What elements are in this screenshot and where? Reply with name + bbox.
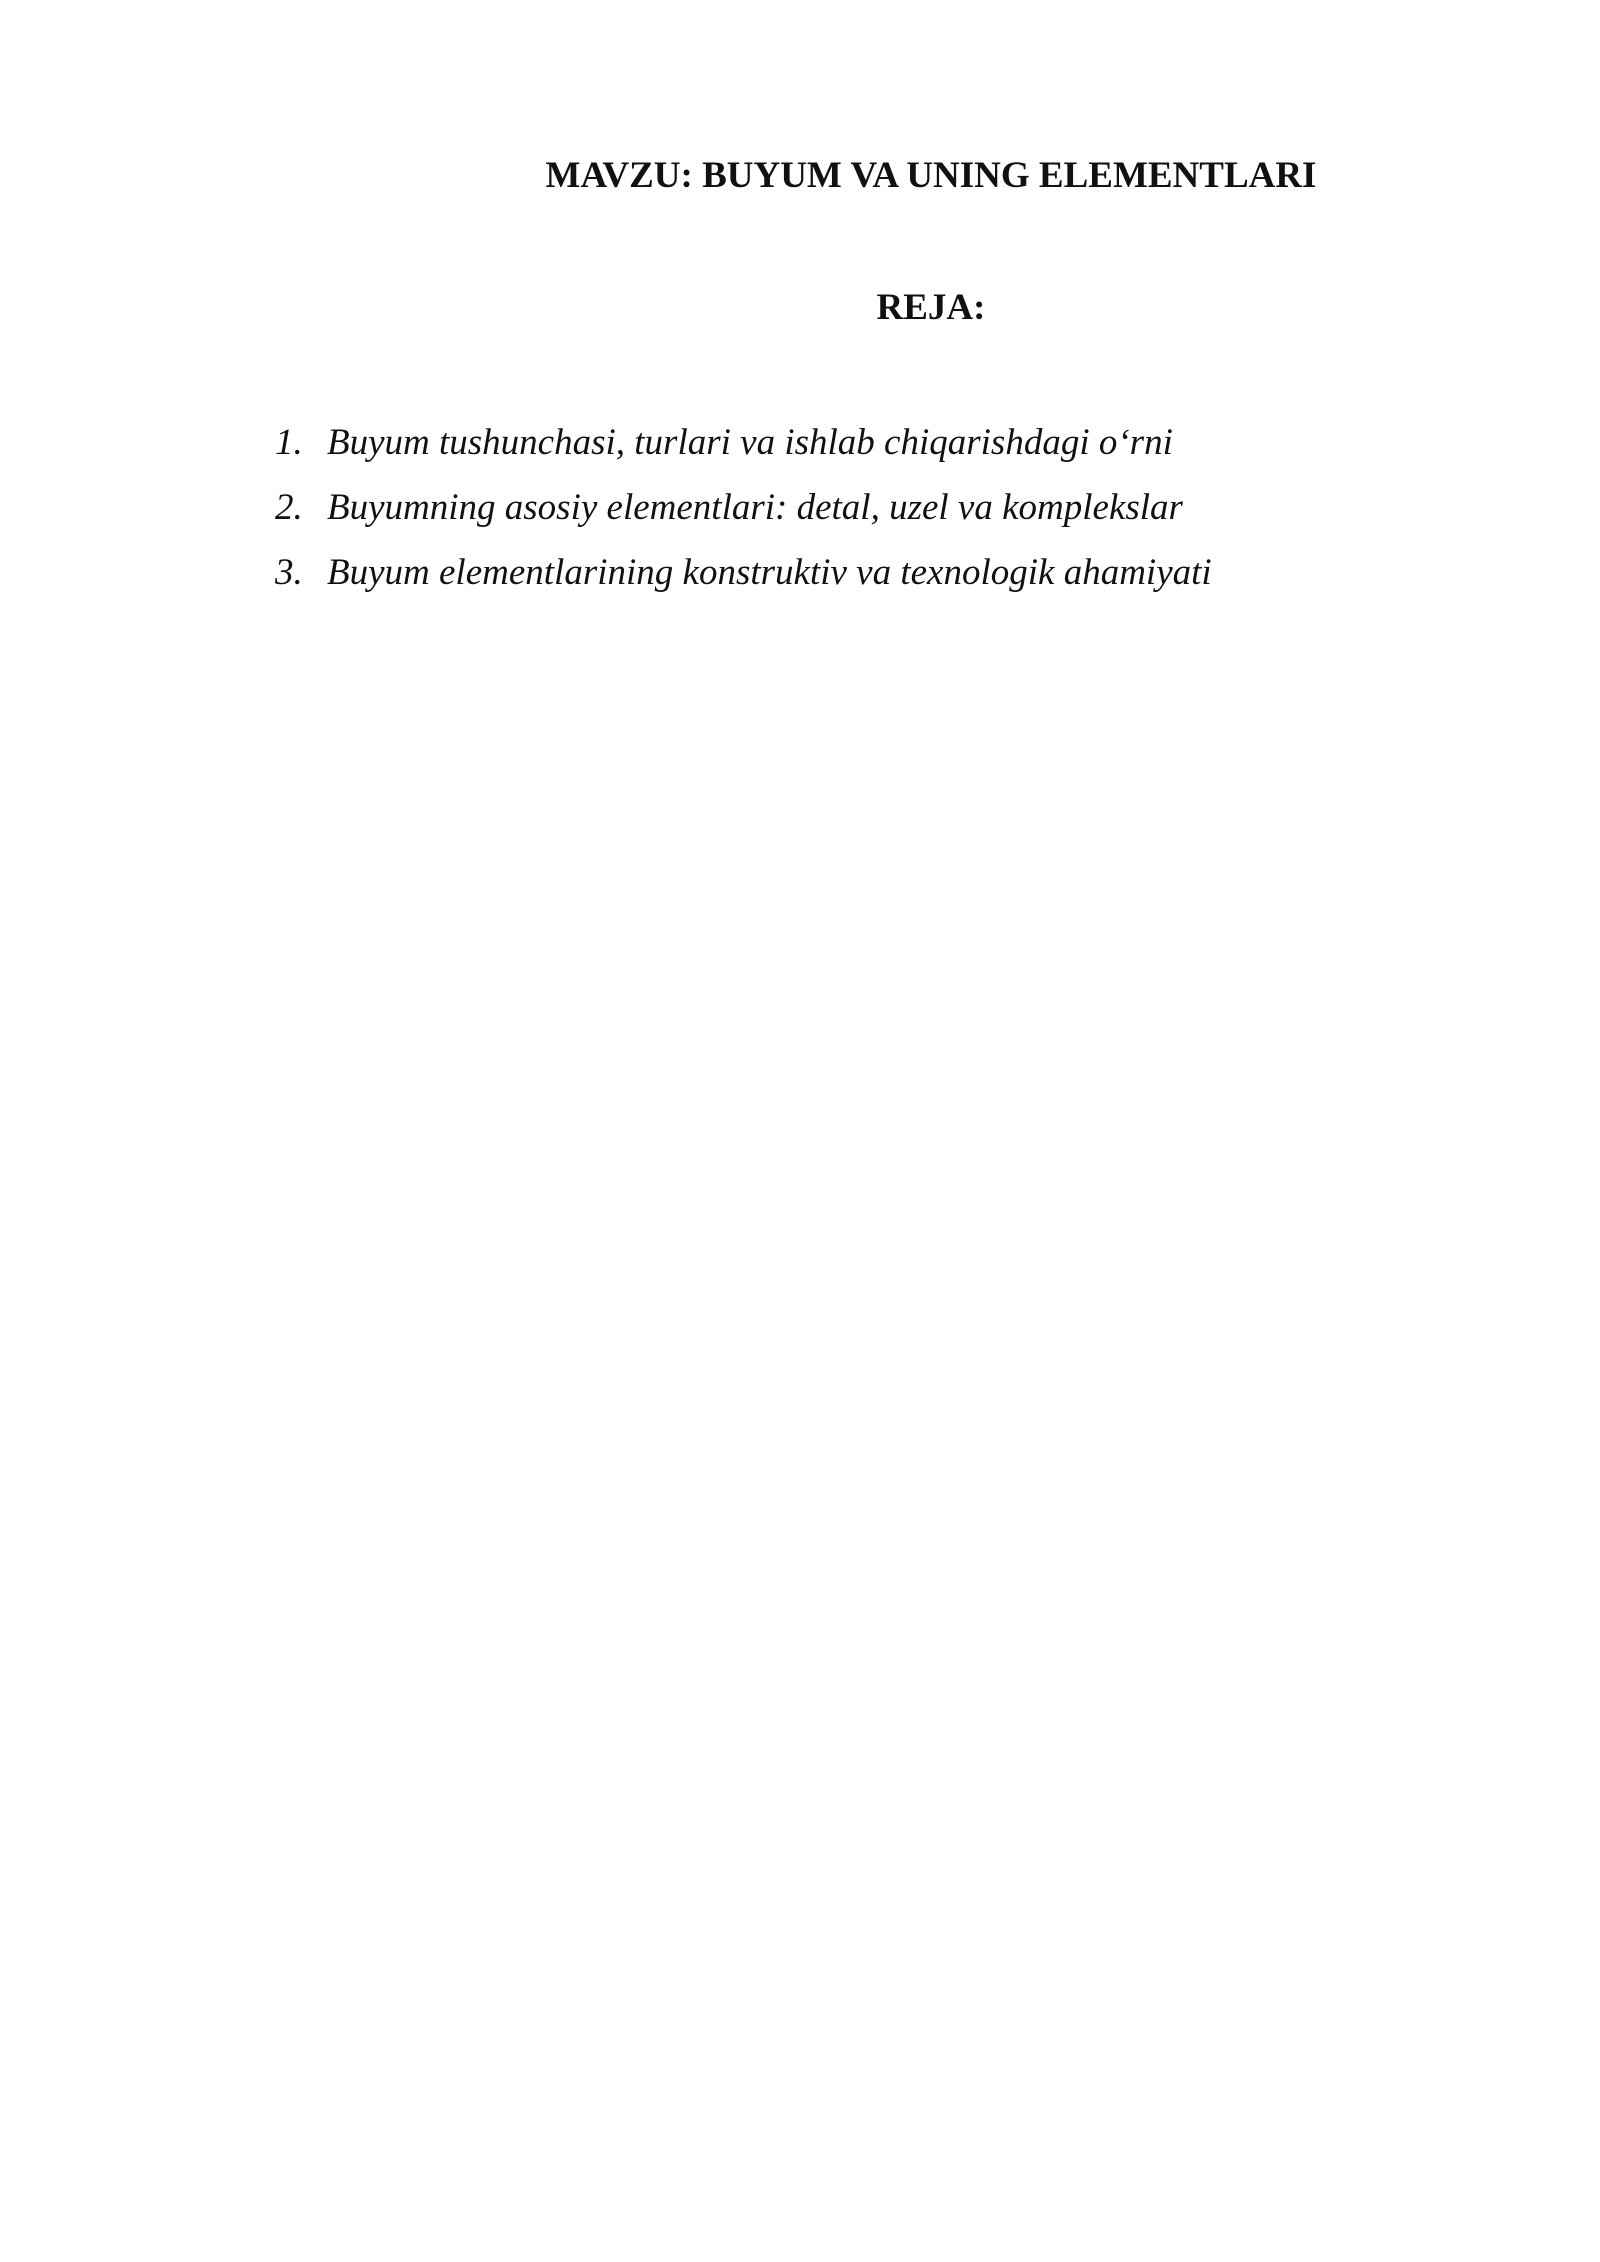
list-item (275, 540, 1212, 605)
plan-heading: REJA: (876, 287, 986, 328)
list-item-number: 1. (275, 422, 303, 463)
list-item-text: Buyum tushunchasi, turlari va ishlab chiqarishdagi o‘rni (327, 422, 1173, 463)
page-title: MAVZU: BUYUM VA UNING ELEMENTLARI (545, 155, 1317, 196)
plan-list (275, 410, 1212, 605)
list-item-number: 2. (275, 487, 303, 528)
list-item-number: 3. (275, 552, 303, 593)
list-item (275, 410, 1212, 475)
list-item (275, 475, 1212, 540)
list-item-text: Buyum elementlarining konstruktiv va texnologik ahamiyati (327, 552, 1212, 593)
list-item-text: Buyumning asosiy elementlari: detal, uzel va komplekslar (327, 487, 1183, 528)
